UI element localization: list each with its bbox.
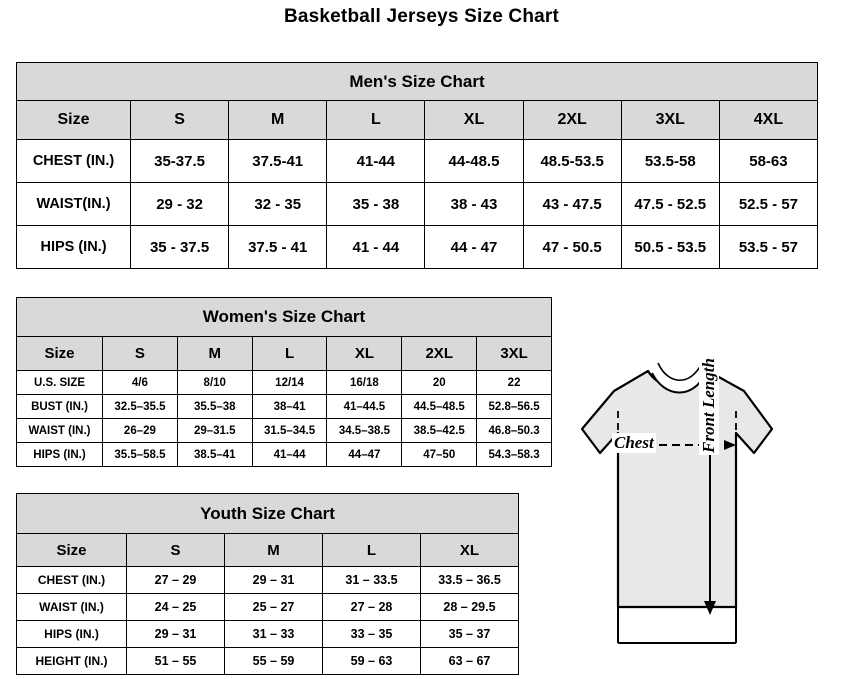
cell: 47.5 - 52.5 [621, 183, 719, 226]
cell: 54.3–58.3 [477, 443, 552, 467]
cell: 41–44 [252, 443, 327, 467]
row-label: WAIST (IN.) [17, 419, 103, 443]
front-length-measure-label: Front Length [699, 358, 718, 453]
cell: 27 – 29 [127, 567, 225, 594]
column-header: XL [421, 534, 519, 567]
table-row [17, 567, 519, 594]
jersey-shape-icon [540, 355, 840, 675]
cell: 24 – 25 [127, 594, 225, 621]
cell: 29 – 31 [225, 567, 323, 594]
row-label: HEIGHT (IN.) [17, 648, 127, 675]
cell: 28 – 29.5 [421, 594, 519, 621]
cell: 44 - 47 [425, 226, 523, 269]
column-header: S [131, 101, 229, 140]
cell: 41–44.5 [327, 395, 402, 419]
column-header: L [323, 534, 421, 567]
table-row [17, 443, 552, 467]
column-header: S [103, 337, 178, 371]
cell: 52.8–56.5 [477, 395, 552, 419]
mens-table-caption: Men's Size Chart [17, 63, 818, 101]
column-header: 2XL [402, 337, 477, 371]
row-label: CHEST (IN.) [17, 567, 127, 594]
column-header: XL [327, 337, 402, 371]
cell: 47 - 50.5 [523, 226, 621, 269]
cell: 29 – 31 [127, 621, 225, 648]
cell: 58-63 [719, 140, 817, 183]
cell: 31 – 33.5 [323, 567, 421, 594]
cell: 33.5 – 36.5 [421, 567, 519, 594]
cell: 38.5–41 [177, 443, 252, 467]
cell: 4/6 [103, 371, 178, 395]
cell: 35 - 38 [327, 183, 425, 226]
cell: 51 – 55 [127, 648, 225, 675]
column-header: M [225, 534, 323, 567]
cell: 53.5-58 [621, 140, 719, 183]
cell: 48.5-53.5 [523, 140, 621, 183]
column-header: 3XL [621, 101, 719, 140]
cell: 41 - 44 [327, 226, 425, 269]
cell: 20 [402, 371, 477, 395]
row-label: BUST (IN.) [17, 395, 103, 419]
chest-measure-label: Chest [614, 433, 654, 452]
column-header: L [327, 101, 425, 140]
cell: 27 – 28 [323, 594, 421, 621]
womens-size-table [16, 297, 552, 467]
womens-table-caption: Women's Size Chart [17, 298, 552, 337]
column-header: Size [17, 534, 127, 567]
cell: 44-48.5 [425, 140, 523, 183]
table-row [17, 371, 552, 395]
cell: 44.5–48.5 [402, 395, 477, 419]
column-header: M [229, 101, 327, 140]
cell: 34.5–38.5 [327, 419, 402, 443]
jersey-measurement-diagram [540, 355, 840, 675]
cell: 29–31.5 [177, 419, 252, 443]
column-header: 3XL [477, 337, 552, 371]
column-header: Size [17, 337, 103, 371]
row-label: HIPS (IN.) [17, 621, 127, 648]
cell: 37.5-41 [229, 140, 327, 183]
row-label: HIPS (IN.) [17, 226, 131, 269]
cell: 35 - 37.5 [131, 226, 229, 269]
table-row [17, 648, 519, 675]
cell: 38.5–42.5 [402, 419, 477, 443]
youth-size-table [16, 493, 519, 675]
table-row [17, 395, 552, 419]
cell: 50.5 - 53.5 [621, 226, 719, 269]
cell: 53.5 - 57 [719, 226, 817, 269]
youth-table-caption: Youth Size Chart [17, 494, 519, 534]
column-header: M [177, 337, 252, 371]
cell: 35.5–58.5 [103, 443, 178, 467]
row-label: U.S. SIZE [17, 371, 103, 395]
cell: 44–47 [327, 443, 402, 467]
cell: 43 - 47.5 [523, 183, 621, 226]
table-row [17, 419, 552, 443]
table-row [17, 621, 519, 648]
cell: 55 – 59 [225, 648, 323, 675]
cell: 25 – 27 [225, 594, 323, 621]
cell: 46.8–50.3 [477, 419, 552, 443]
cell: 35 – 37 [421, 621, 519, 648]
cell: 35-37.5 [131, 140, 229, 183]
womens-size-chart [16, 297, 552, 467]
cell: 63 – 67 [421, 648, 519, 675]
row-label: WAIST(IN.) [17, 183, 131, 226]
cell: 16/18 [327, 371, 402, 395]
column-header: XL [425, 101, 523, 140]
cell: 32.5–35.5 [103, 395, 178, 419]
table-row [17, 140, 818, 183]
cell: 59 – 63 [323, 648, 421, 675]
row-label: HIPS (IN.) [17, 443, 103, 467]
mens-size-table [16, 62, 818, 269]
table-row [17, 226, 818, 269]
page-title: Basketball Jerseys Size Chart [283, 6, 560, 27]
mens-size-chart [16, 62, 818, 269]
table-row [17, 594, 519, 621]
cell: 32 - 35 [229, 183, 327, 226]
cell: 31 – 33 [225, 621, 323, 648]
column-header: 2XL [523, 101, 621, 140]
column-header: L [252, 337, 327, 371]
cell: 35.5–38 [177, 395, 252, 419]
cell: 41-44 [327, 140, 425, 183]
table-row [17, 183, 818, 226]
cell: 31.5–34.5 [252, 419, 327, 443]
cell: 33 – 35 [323, 621, 421, 648]
cell: 8/10 [177, 371, 252, 395]
youth-size-chart [16, 493, 519, 675]
cell: 12/14 [252, 371, 327, 395]
row-label: WAIST (IN.) [17, 594, 127, 621]
cell: 52.5 - 57 [719, 183, 817, 226]
row-label: CHEST (IN.) [17, 140, 131, 183]
cell: 26–29 [103, 419, 178, 443]
cell: 37.5 - 41 [229, 226, 327, 269]
cell: 47–50 [402, 443, 477, 467]
column-header: S [127, 534, 225, 567]
column-header: Size [17, 101, 131, 140]
cell: 38–41 [252, 395, 327, 419]
cell: 29 - 32 [131, 183, 229, 226]
cell: 38 - 43 [425, 183, 523, 226]
cell: 22 [477, 371, 552, 395]
column-header: 4XL [719, 101, 817, 140]
